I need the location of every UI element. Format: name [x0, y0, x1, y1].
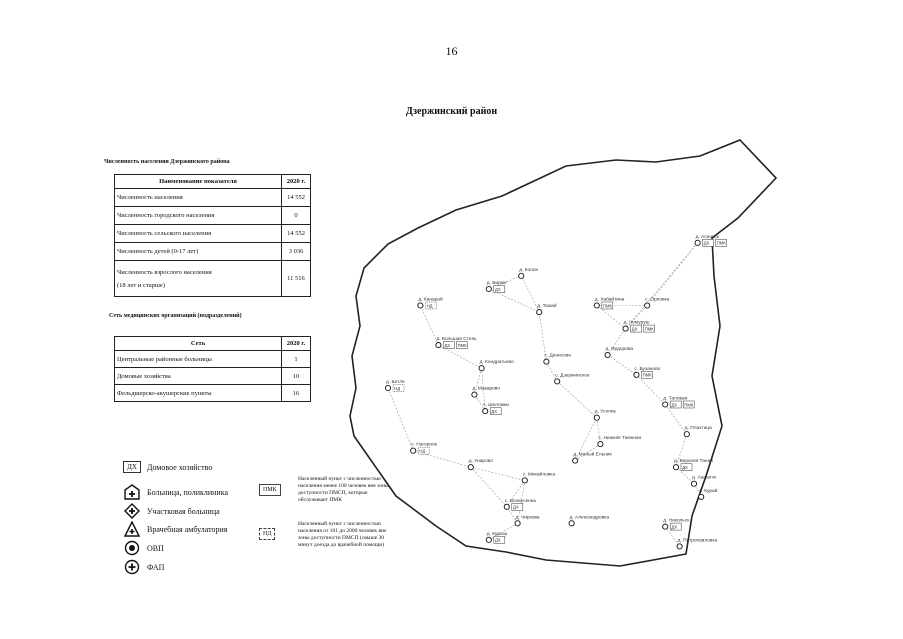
- table-cell-line: (18 лет и старше): [117, 281, 165, 289]
- note-line: минут доезда до врачебной помощи): [298, 542, 385, 548]
- road-line: [557, 381, 597, 417]
- place-symbol-text: ДХ: [495, 286, 501, 292]
- place-symbol-text: ДХ: [495, 537, 501, 543]
- fap-icon: [663, 402, 668, 407]
- map-place: [677, 537, 718, 549]
- fap-icon: [486, 537, 491, 542]
- note-line: населения менее 100 человек вне зоны: [298, 483, 389, 489]
- table-row: [115, 385, 311, 402]
- fap-icon: [544, 359, 549, 364]
- place-label: д. Бетля: [386, 380, 405, 385]
- table-header-row: [115, 337, 311, 351]
- legend-label: Больница, поликлиника: [147, 487, 229, 497]
- fap-icon: [677, 544, 682, 549]
- place-label: д. Колон: [519, 267, 539, 273]
- map-place: [537, 302, 557, 315]
- place-label: д. Хабайтина: [594, 297, 625, 303]
- fap-icon: [124, 559, 140, 575]
- place-label: д. Плахтица: [684, 426, 712, 432]
- table-cell-line: Численность взрослого населения: [117, 268, 212, 276]
- table-header-cell: Наименование показателя: [115, 175, 282, 189]
- map-place: [483, 402, 509, 415]
- place-label: д. Никольск: [663, 518, 690, 524]
- table-cell-value: 16: [282, 385, 311, 402]
- map-place: [418, 296, 443, 310]
- table-cell-value: 3 036: [282, 243, 311, 261]
- place-label: д. Макарово: [472, 386, 500, 392]
- place-label: д. Чемуруш: [623, 320, 650, 326]
- note-line: обслуживает ПМК: [298, 497, 342, 503]
- table-cell-value: 14 552: [282, 225, 311, 243]
- map-place: [555, 372, 590, 384]
- note-line: населения от 101 до 2000 человек вне: [298, 528, 387, 534]
- place-symbol-text: ПМК: [684, 402, 694, 408]
- page-number: 16: [445, 44, 458, 58]
- fap-icon: [519, 273, 524, 278]
- fap-icon: [479, 366, 484, 371]
- table-cell-label: Численность населения: [115, 189, 282, 207]
- place-label: д. Унарово: [468, 459, 493, 465]
- population-title: Численность населения Дзержинского района: [104, 159, 230, 165]
- network-table: [114, 336, 311, 402]
- place-label: д. Верхняя Танай: [674, 459, 713, 465]
- place-label: д. Ашпатск: [692, 475, 717, 481]
- table-cell-value: 1: [282, 351, 311, 368]
- place-symbol-text: НД: [426, 303, 433, 309]
- fap-icon: [537, 310, 542, 315]
- place-symbol-text: НД: [419, 448, 426, 454]
- place-label: с. Орловка: [645, 297, 670, 303]
- map-place: [522, 470, 555, 483]
- map-place: [699, 487, 718, 500]
- map-place: [634, 366, 661, 379]
- legend-item-district-hospital: [121, 503, 220, 519]
- hospital-icon: [124, 484, 140, 500]
- map-place: [663, 396, 695, 409]
- map-place: [515, 514, 540, 526]
- fap-icon: [691, 481, 696, 486]
- legend-label: Врачебная амбулатория: [147, 524, 228, 534]
- table-row: [115, 189, 311, 207]
- legend-item-hospital: [121, 484, 228, 500]
- fap-icon: [594, 415, 599, 420]
- table-cell-value: 11 516: [282, 261, 311, 297]
- table-header-cell: 2020 г.: [282, 337, 311, 351]
- legend-label: ФАП: [147, 562, 165, 572]
- place-symbol-text: ПМК: [603, 303, 612, 309]
- road-line: [623, 243, 698, 332]
- fap-icon: [663, 524, 668, 529]
- place-label: д. Кондратьево: [479, 360, 514, 366]
- table-cell-label: [115, 261, 282, 297]
- place-symbol-text: ПМК: [644, 326, 654, 332]
- table-cell-label: Численность сельского населения: [115, 225, 282, 243]
- road-line: [546, 362, 557, 382]
- map-place: [673, 457, 713, 471]
- place-symbol-text: ДХ: [682, 465, 688, 470]
- map-place: [385, 379, 405, 392]
- nd-symbol: НД: [259, 528, 275, 540]
- place-label: д. Усолка: [594, 409, 616, 415]
- map-place: [691, 475, 717, 487]
- map-place: [544, 353, 572, 365]
- note-line: Населенный пункт с численностью: [298, 521, 381, 527]
- fap-icon: [418, 303, 423, 308]
- place-label: д. Чиркова: [515, 515, 540, 521]
- place-label: д. Тюкай: [537, 304, 557, 310]
- map-place: [486, 280, 507, 293]
- map-place: [594, 409, 616, 421]
- road-line: [471, 467, 525, 480]
- fap-icon: [504, 504, 509, 509]
- place-symbol-text: ДХ: [513, 504, 519, 510]
- table-row: [115, 207, 311, 225]
- table-cell-label: Домовые хозяйства: [115, 368, 282, 385]
- table-header-row: [115, 175, 311, 189]
- table-row: [115, 225, 311, 243]
- fap-icon: [634, 372, 639, 377]
- map-place: [411, 442, 438, 455]
- fap-icon: [594, 303, 599, 308]
- map-place: [645, 297, 670, 309]
- fap-icon: [699, 494, 704, 499]
- place-label: д. Петропавловка: [677, 538, 718, 544]
- map-place: [472, 386, 500, 398]
- fap-icon: [569, 521, 574, 526]
- table-header-cell: Сеть: [115, 337, 282, 351]
- legend-label: ОВП: [147, 543, 164, 553]
- network-title: Сеть медицинских организаций (подразделений): [109, 313, 242, 319]
- map-place: [569, 514, 609, 526]
- pmk-symbol: ПМК: [259, 484, 281, 496]
- fap-icon: [468, 465, 473, 470]
- table-cell-label: Численность городского населения: [115, 207, 282, 225]
- table-header-cell: 2020 г.: [282, 175, 311, 189]
- map-place: [695, 234, 727, 247]
- fap-icon: [486, 286, 491, 291]
- population-table: [114, 174, 311, 297]
- fap-icon: [472, 392, 477, 397]
- place-label: д. Канарай: [418, 297, 443, 303]
- table-cell-value: 10: [282, 368, 311, 385]
- road-network: [388, 243, 701, 547]
- place-label: д. Большая Степь: [436, 337, 477, 343]
- ovp-icon: [124, 540, 140, 556]
- place-label: с. Вознесенка: [504, 498, 536, 504]
- table-cell-value: 0: [282, 207, 311, 225]
- note-line: зоны доступности ПМСП (свыше 30: [298, 535, 385, 541]
- fap-icon: [436, 343, 441, 348]
- place-symbol-text: ДХ: [703, 240, 710, 246]
- place-symbol-text: НД: [394, 385, 401, 391]
- place-label: д. Александровка: [569, 515, 610, 521]
- road-line: [608, 355, 637, 375]
- ambulatory-icon: [124, 521, 140, 537]
- note-line: Населенный пункт с численностью: [298, 476, 381, 482]
- table-cell-label: Численность детей (0-17 лет): [115, 243, 282, 261]
- legend-label: Участковая больница: [147, 506, 220, 516]
- place-label: с. Денисово: [544, 353, 571, 359]
- map-place: [486, 531, 507, 544]
- fap-icon: [605, 352, 610, 357]
- place-label: д. Малый Ельник: [573, 452, 612, 458]
- place-symbol-text: ДХ: [671, 402, 678, 408]
- legend-item-ovp: [121, 540, 164, 556]
- table-cell-value: 14 552: [282, 189, 311, 207]
- map-place: [519, 267, 539, 279]
- district-hospital-icon: [124, 503, 140, 519]
- fap-icon: [411, 448, 416, 453]
- fap-icon: [623, 326, 628, 331]
- road-line: [636, 372, 665, 405]
- table-row: [115, 261, 311, 297]
- fap-icon: [483, 409, 488, 414]
- place-label: д. Бирюх: [486, 281, 507, 286]
- place-label: с. Нижняя Таежная: [598, 436, 642, 442]
- map-place: [605, 346, 633, 358]
- table-cell-label: Центральные районные больницы: [115, 351, 282, 368]
- fap-icon: [515, 521, 520, 526]
- table-row: [115, 368, 311, 385]
- fap-icon: [684, 432, 689, 437]
- map-place: [479, 359, 514, 371]
- road-line: [471, 467, 507, 507]
- fap-icon: [598, 442, 603, 447]
- map-places: [385, 234, 726, 549]
- place-label: с. Бузаново: [634, 366, 661, 372]
- place-label: с. Шеломки: [483, 403, 509, 409]
- fap-icon: [673, 465, 678, 470]
- map-place: [573, 451, 613, 464]
- map-place: [468, 458, 493, 470]
- district-map: [340, 130, 780, 570]
- place-symbol-text: ДХ: [631, 326, 638, 332]
- place-label: д. Таловая: [663, 396, 688, 402]
- page-title: Дзержинский район: [405, 106, 498, 117]
- place-label: д. Асеньск: [695, 234, 719, 240]
- place-symbol-text: ПМК: [716, 240, 726, 246]
- place-label: с. Нагорное: [411, 442, 438, 448]
- table-row: [115, 351, 311, 368]
- fap-icon: [555, 379, 560, 384]
- fap-icon: [385, 385, 390, 390]
- legend-item-fap: [121, 559, 164, 575]
- place-label: с. Дзержинское: [555, 373, 590, 379]
- place-label: д. Ярдорова: [605, 347, 634, 352]
- place-label: с. Михайловка: [522, 472, 556, 478]
- place-label: с. Курай: [699, 488, 718, 494]
- map-place: [598, 435, 642, 447]
- legend-item-household: [121, 461, 212, 473]
- place-symbol-text: ПМК: [457, 342, 467, 348]
- fap-icon: [573, 458, 578, 463]
- table-row: [115, 243, 311, 261]
- legend-label: Домовое хозяйство: [147, 462, 213, 472]
- note-line: доступности ПМСП, которые: [298, 490, 368, 496]
- place-symbol-text: ДХ: [491, 408, 498, 414]
- fap-icon: [645, 303, 650, 308]
- legend-item-ambulatory: [121, 521, 227, 537]
- fap-icon: [695, 240, 700, 245]
- table-cell-label: Фельдшерско-акушерские пункты: [115, 385, 282, 402]
- map-place: [684, 425, 712, 437]
- map-place: [594, 296, 624, 310]
- fap-icon: [522, 478, 527, 483]
- road-line: [665, 405, 687, 435]
- place-label: д. Курыш: [486, 531, 508, 537]
- place-symbol-text: ПМК: [642, 372, 652, 378]
- road-line: [388, 385, 413, 451]
- map-place: [663, 518, 691, 531]
- place-symbol-text: ДХ: [444, 342, 451, 348]
- household-icon: ДХ: [123, 461, 141, 473]
- place-symbol-text: ДХ: [671, 524, 678, 530]
